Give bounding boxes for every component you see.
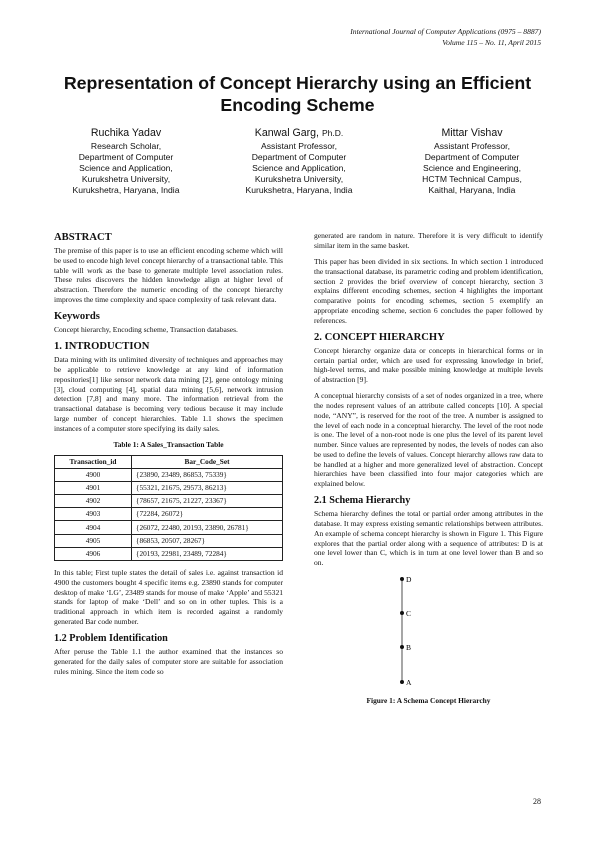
- bar-code-set-cell: {86853, 20507, 28267}: [132, 534, 283, 547]
- page-number: 28: [533, 797, 541, 806]
- author-affiliation-line: Kurukshetra, Haryana, India: [72, 184, 180, 195]
- hierarchy-diagram: [314, 574, 543, 694]
- bar-code-set-cell: {23890, 23489, 86853, 75339}: [132, 468, 283, 481]
- author-affiliation-line: Kurukshetra University,: [254, 173, 344, 184]
- bar-code-set-cell: {55321, 21675, 29573, 86213}: [132, 481, 283, 494]
- keywords-heading: Keywords: [54, 311, 100, 322]
- conceptual-hierarchy-text: A conceptual hierarchy consists of a set of nodes organized in a tree, where the nodes represent values of an attribute called concepts [10]. A special node, “ANY”, is reserved for the root of the tree. A number is assigned to the level of each node in a conceptual hierarchy. The level of the root node is one. The level of a non-root node is one plus the level of its parent level number. Since values are represented by nodes, the levels of nodes can also be used to define the levels of values. Concept hierarchy allows raw data to be handled at a higher and more generalized level of abstraction. Concept hierarchies have been classified into four major categories which are explained below.: [314, 391, 543, 488]
- transaction-id-cell: 4903: [55, 508, 132, 521]
- bar-code-set-cell: {72284, 26072}: [132, 508, 283, 521]
- table-row: [55, 468, 283, 481]
- bar-code-set-cell: {26072, 22480, 20193, 23890, 26781}: [132, 521, 283, 534]
- bar-code-set-cell: {20193, 22981, 23489, 72284}: [132, 547, 283, 560]
- concept-hierarchy-text: Concept hierarchy organize data or concepts in hierarchical forms or in certain partial order, which are used for expressing knowledge in brief, high-level terms, and make possible mining knowledge at multiple levels of abstraction [9].: [314, 345, 543, 384]
- author-affiliation-line: Science and Application,: [79, 162, 173, 173]
- author-2: [213, 126, 385, 196]
- author-3: [386, 126, 558, 196]
- table-explanation-text: In this table; First tuple states the detail of sales i.e. against transaction id 4900 the customers bought 4 specific items e.g. 23890 stands for computer desktop of make ‘LG’, 23489 stands for mouse of make ‘Apple’ and 55321 stands for laptop of make ‘Dell’ and so on in other tuples. This is a traditional approach in which item is recorded against a randomly generated Bar code number.: [54, 568, 283, 626]
- hierarchy-node-label: A: [406, 678, 412, 688]
- journal-volume: Volume 115 – No. 11, April 2015: [442, 37, 541, 47]
- journal-header: [350, 27, 541, 48]
- table-row: [55, 534, 283, 547]
- author-name: Mittar Vishav: [441, 127, 503, 139]
- transaction-id-cell: 4901: [55, 481, 132, 494]
- author-affiliation-line: HCTM Technical Campus,: [422, 173, 522, 184]
- transaction-id-cell: 4906: [55, 547, 132, 560]
- introduction-heading: 1. INTRODUCTION: [54, 341, 150, 353]
- author-affiliation-line: Science and Engineering,: [423, 162, 521, 173]
- figure-caption: Figure 1: A Schema Concept Hierarchy: [366, 696, 491, 706]
- author-affiliation-line: Department of Computer: [78, 151, 174, 162]
- author-1: [40, 126, 212, 196]
- author-name: Ruchika Yadav: [90, 127, 162, 139]
- author-affiliation-line: Department of Computer: [424, 151, 520, 162]
- problem-identification-text: After peruse the Table 1.1 the author examined that the instances so generated for the daily sales of computer store are suitable for association rules mining. Since the item code so: [54, 647, 283, 676]
- paper-title: Representation of Concept Hierarchy using an Efficient Encoding Scheme: [63, 73, 532, 115]
- table-row: [55, 495, 283, 508]
- hierarchy-node-label: D: [406, 575, 412, 585]
- table-caption: Table 1: A Sales_Transaction Table: [113, 439, 224, 449]
- paper-organization-text: This paper has been divided in six sections. In which section 1 introduced the transactional database, its parametric coding and problem identification, section 2 provides the brief overview of concept hierarchy, section 3 explains different encoding schemes, section 4 highlights the important comparative points for encoding schemes, section 5 exemplify an appropriate encoding scheme, section 6 concludes the paper followed by references.: [314, 257, 543, 325]
- introduction-text: Data mining with its unlimited diversity of techniques and approaches may be applicable to retrieve knowledge at any kind of information repositories[1] like sensor network data mining [2], gene ontology mining [3], cloud computing [4], spatial data mining [5,6], network intrusion detection [7,8] and many more. The information retrieval from the transactional database is becoming very tedious because it may include large number of concept hierarchies. Table 1.1 shows the specimen instances of a computer store specifying its daily sales.: [54, 355, 283, 433]
- table-header-cell: Transaction_id: [55, 455, 132, 468]
- abstract-heading: ABSTRACT: [54, 232, 112, 243]
- schema-hierarchy-text: Schema hierarchy defines the total or partial order among attributes in the database. It may express existing semantic relationships between attributes. An example of schema concept hierarchy is shown in Figure 1. This Figure explores that the partial order along with a sequence of attributes: D is at one level lower than C, which is in turn at one level lower than B and so on.: [314, 509, 543, 567]
- keywords-text: Concept hierarchy, Encoding scheme, Transaction databases.: [54, 325, 238, 334]
- author-affiliation-line: Assistant Professor,: [434, 141, 510, 151]
- transaction-id-cell: 4902: [55, 495, 132, 508]
- author-affiliation-line: Kaithal, Haryana, India: [428, 184, 516, 195]
- author-affiliation-line: Department of Computer: [251, 151, 347, 162]
- author-name: Kanwal Garg,: [254, 127, 319, 139]
- hierarchy-node-label: C: [406, 609, 412, 619]
- hierarchy-node-a: [400, 680, 404, 684]
- table-header-cell: Bar_Code_Set: [132, 455, 283, 468]
- bar-code-set-cell: {78657, 21675, 21227, 23367}: [132, 495, 283, 508]
- table-row: [55, 481, 283, 494]
- author-affiliation-line: Kurukshetra, Haryana, India: [245, 184, 353, 195]
- hierarchy-node-label: B: [406, 643, 412, 653]
- author-affiliation-line: Assistant Professor,: [261, 141, 337, 151]
- table-header-row: [55, 455, 283, 468]
- hierarchy-node-c: [400, 611, 404, 615]
- table-row: [55, 508, 283, 521]
- problem-identification-heading: 1.2 Problem Identification: [54, 633, 168, 644]
- right-column: [314, 231, 543, 706]
- transaction-id-cell: 4905: [55, 534, 132, 547]
- schema-concept-hierarchy-figure: [314, 574, 543, 694]
- schema-hierarchy-heading: 2.1 Schema Hierarchy: [314, 495, 411, 507]
- author-degree: Ph.D.: [321, 128, 344, 138]
- left-column: [54, 232, 283, 683]
- journal-name: International Journal of Computer Applications (0975 – 8887): [350, 27, 541, 36]
- table-row: [55, 547, 283, 560]
- author-affiliation-line: Research Scholar,: [90, 141, 162, 151]
- table-row: [55, 521, 283, 534]
- hierarchy-node-b: [400, 645, 404, 649]
- abstract-text: The premise of this paper is to use an efficient encoding scheme which will be used to encode high level concept hierarchy of a transactional table. This table will work as the base to generate multiple level association rules. These rules discovers the hidden knowledge align at higher level of abstraction. Therefore the numeric encoding of the concept hierarchy improves the time complexity and space complexity of task relevant data.: [54, 246, 283, 304]
- author-affiliation-line: Kurukshetra University,: [81, 173, 171, 184]
- concept-hierarchy-heading: 2. CONCEPT HIERARCHY: [314, 331, 445, 343]
- author-affiliation-line: Science and Application,: [252, 162, 346, 173]
- continued-text: generated are random in nature. Therefore it is very difficult to identify similar item in the same basket.: [314, 231, 543, 250]
- hierarchy-node-d: [400, 577, 404, 581]
- sales-transaction-table: [54, 455, 283, 562]
- author-block: [40, 126, 558, 196]
- transaction-id-cell: 4900: [55, 468, 132, 481]
- transaction-id-cell: 4904: [55, 521, 132, 534]
